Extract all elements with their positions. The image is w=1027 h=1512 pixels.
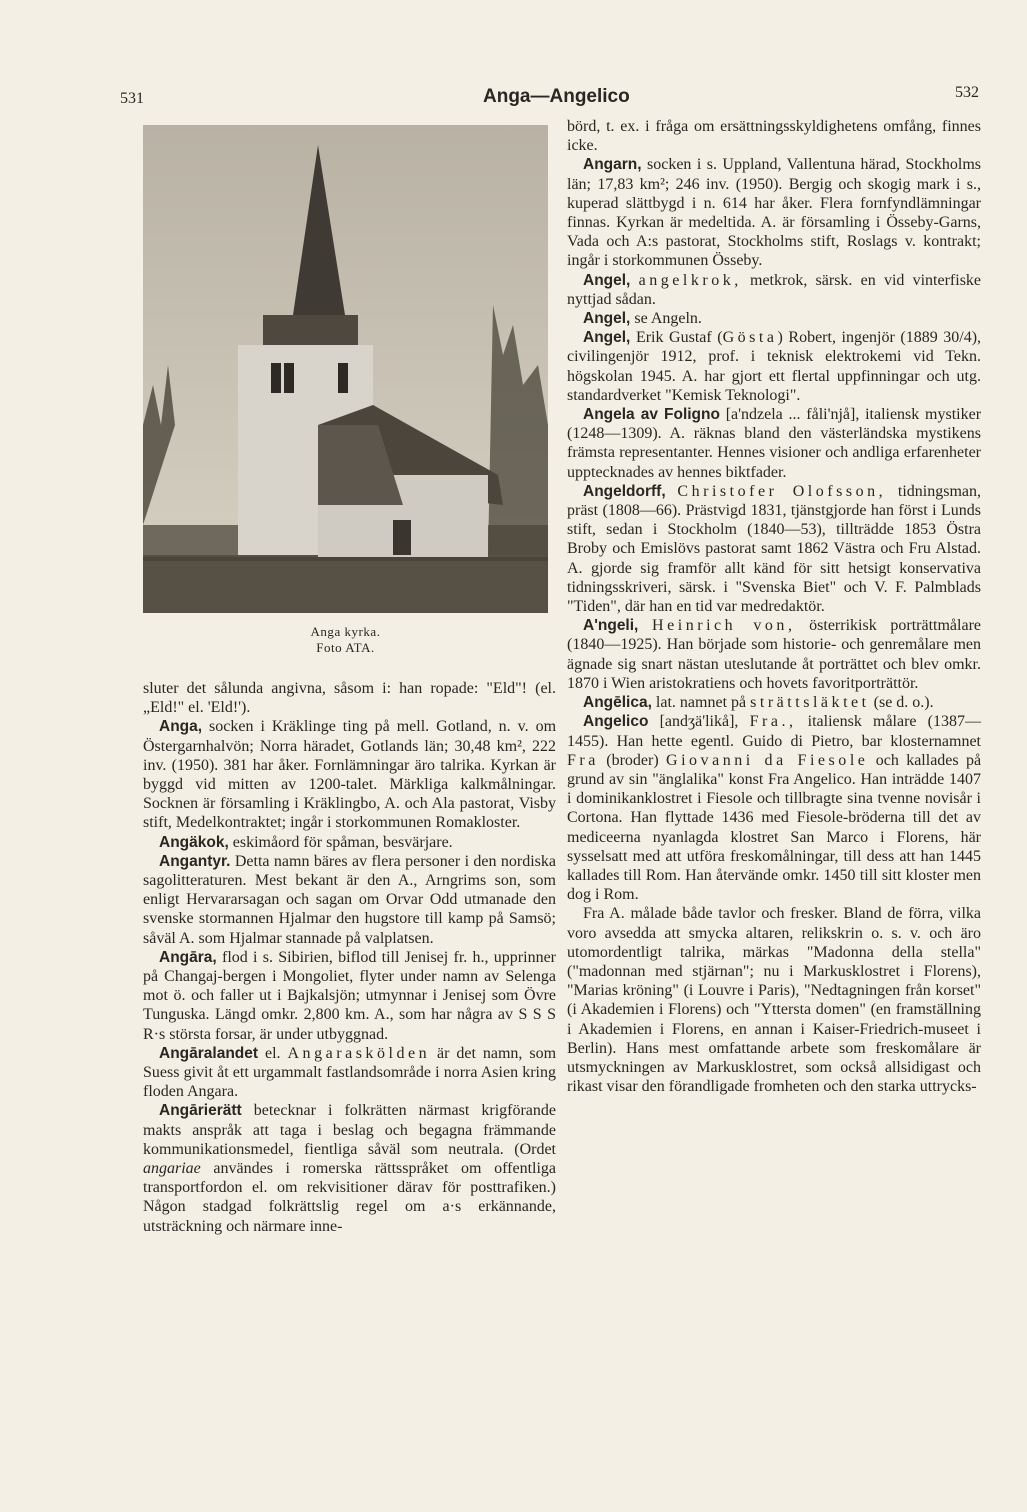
spaced-term: Fra: [567, 751, 599, 769]
church-photo: [143, 125, 548, 613]
spaced-term: Gösta: [722, 329, 778, 347]
entry-angel-2: [567, 309, 981, 328]
continuation-paragraph: sluter det sålunda angivna, såsom i: han ropade: "Eld"! (el. „Eld!" el. 'Eld!').: [143, 680, 556, 717]
entry-angakok: [143, 833, 556, 852]
italic-term: angariae: [143, 1160, 201, 1178]
entry-text: Erik Gustaf (: [635, 329, 723, 347]
entry-text: lat. namnet på: [655, 694, 747, 712]
entry-text: Detta namn bäres av flera personer i den nordiska sagolitteraturen. Mest bekant är den A., Arngrims son, som enligt Hervararsagan och sagan om Orvar Odd utmanade den svenske stormannen Hjalmar den hugstore till kamp på Samsö; såväl A. som Hjalmar stannade på valplatsen.: [143, 852, 557, 947]
headword: Angāra,: [159, 948, 217, 966]
headword: Angel,: [583, 329, 631, 347]
entry-anga: [143, 717, 556, 832]
entry-text: användes i romerska rättsspråket om offentliga transportfordon el. om rekvisitioner därav för posttrafiken.) Någon stadgad folkrättslig regel om a·s erkännande, utsträckning och närmare inne-: [143, 1160, 557, 1235]
entry-text: betecknar i folkrätten närmast krigförande makts anspråk att taga i beslag och begagna främmande kommunikationsmedel, fientliga såväl som neutrala. (Ordet: [143, 1102, 556, 1158]
headword: Angela av Foligno: [583, 406, 720, 424]
entry-angara: [143, 948, 556, 1044]
entry-angel-1: [567, 271, 981, 309]
spaced-term: Giovanni da Fiesole: [666, 751, 869, 769]
entry-angelico: [567, 712, 981, 904]
entry-angela: [567, 405, 981, 482]
spaced-term: Angaraskölden: [287, 1044, 431, 1062]
entry-text: metkrok, särsk. en vid vinterfiske nyttjad sådan.: [567, 271, 982, 308]
entry-angantyr: [143, 852, 556, 948]
headword: Angel,: [583, 271, 631, 289]
headword: Angäkok,: [159, 833, 229, 851]
entry-text: österrikisk porträttmålare (1840—1925). Han började som historie- och genremålare men ägnade sig snart nästan uteslutande åt porträttet och blev omkr. 1870 i Wien aristokratiens och hovets favoritporträttör.: [567, 617, 981, 692]
paragraph-fra-a: Fra A. målade både tavlor och fresker. Bland de förra, vilka voro avsedda att smycka altaren, relikskrin o. s. v. och äro utomordentligt talrika, märkas "Madonna della stella" ("madonnan med stjärnan"; nu i Markusklostret i Florens), "Marias kröning" (i Louvre i Paris), "Nedtagningen från korset" (i Akademien i Florens) och "Yttersta domen" (en framställning i Akademien i Florens, en annan i Kaiser-Friedrich-museet i Berlin). Hans mest omfattande arbete som freskomålare är utsmyckningen av Markusklostret, som också allsidigast och rikast visar den förandligade fromheten och den starka uttrycks-: [567, 905, 981, 1096]
headword: Angeldorff,: [583, 482, 666, 500]
entry-text: (broder): [606, 751, 659, 769]
entry-text: [a'ndzela ... fåli'njå], italiensk mystiker (1248—1309). A. räknas bland den västerländska mystikens främsta representanter. Hennes visioner och andliga erfarenheter upptecknades av hennes biktfader.: [567, 406, 982, 481]
entry-angarn: [567, 155, 981, 270]
entry-text: och kallades på grund av sin "änglalika" konst Fra Angelico. Han inträdde 1407 i dominikanklostret i Fiesole och tillbragte sina tvenne novisår i Cortona. Han flyttade 1436 med Fiesole-bröderna till det av mediceerna nyanlagda klostret San Marco i Florens, här sysselsatt med att utföra freskomålningar, till dess att han 1445 kallades till Rom. Han återvände omkr. 1450 till sitt kloster men dog i Rom.: [567, 751, 982, 904]
spaced-term: angelkrok,: [638, 271, 742, 289]
headword: Angēlica,: [583, 694, 652, 712]
spaced-term: Heinrich von,: [652, 617, 796, 635]
spaced-term: Christofer Olofsson,: [677, 482, 887, 500]
running-title: Anga—Angelico: [483, 86, 630, 107]
photo-caption: [143, 624, 548, 656]
continuation-paragraph: börd, t. ex. i fråga om ersättningsskyldighetens omfång, finnes icke.: [567, 118, 981, 155]
entry-angaralandet: [143, 1044, 556, 1102]
headword: Angarn,: [583, 156, 642, 174]
entry-text: (se d. o.).: [873, 694, 934, 712]
headword: Angel,: [583, 310, 631, 328]
headword: Angāralandet: [159, 1044, 259, 1062]
entry-text: se Angeln.: [634, 310, 702, 328]
entry-text: socken i s. Uppland, Vallentuna härad, Stockholms län; 17,83 km²; 246 inv. (1950). Bergig och skogig mark i s., kuperad slättbygd i n. 614 har åker. Flera fornfyndlämningar finnas. Kyrkan är medeltida. A. är församling i Össeby-Garns, Vada och A:s pastorat, Stockholms stift, Roslags v. kontrakt; ingår i storkommunen Össeby.: [567, 156, 982, 270]
entry-text: tidningsman, präst (1808—66). Prästvigd 1831, tjänstgjorde han först i Lunds stift, sedan i Stockholm (1840—53), tillträdde 1853 Östra Broby och Emislövs pastorat samt 1862 Västra och Fru Alstad. A. gjorde sig framför allt känd för sitt hetsigt konservativa tidningsskriveri, särsk. i "Svenska Biet" och V. F. Palmblads "Tiden", där han en tid var medredaktör.: [567, 482, 982, 616]
headword: A'ngeli,: [583, 617, 639, 635]
entry-text: flod i s. Sibirien, biflod till Jenisej fr. h., upprinner på Changaj-bergen i Mongoliet, flyter under namn av Selenga mot ö. och faller ut i Bajkalsjön; utmynnar i Jenisej som Övre Tunguska. Längd omkr. 2,800 km. A., som har några av S S S R·s största forsar, är under utbyggnad.: [143, 948, 556, 1043]
left-column-text: [143, 679, 556, 1236]
entry-text: socken i Kräklinge ting på mell. Gotland, n. v. om Östergarnhalvön; Norra häradet, Gotlands län; 30,48 km², 222 inv. (1950). 381 har åker. Fornlämningar äro talrika. Kyrkan är byggd vid mitten av 1200-talet. Märkliga kalkmålningar. Socknen är församling i Kräklingbo, A. och Ala pastorat, Visby stift, Medelkontraktet; ingår i storkommunen Romakloster.: [143, 718, 557, 832]
page-number-right: 532: [955, 84, 979, 101]
entry-text: är det namn, som Suess givit åt ett urgammalt fastlandsområde i norra Asien kring floden Angara.: [143, 1044, 557, 1101]
headword: Angārierätt: [159, 1102, 242, 1120]
entry-angarieratt: [143, 1101, 556, 1235]
caption-title: Anga kyrka.: [310, 624, 381, 639]
spaced-term: strättsläktet: [750, 694, 870, 712]
entry-angeli: [567, 616, 981, 693]
entry-angelica: [567, 693, 981, 712]
entry-text: ) Robert, ingenjör (1889 30/4), civilingenjör 1912, prof. i teknisk elektrokemi vid Tekn. högskolan 1945. A. har gjort ett flertal uppfinningar och utg. standardverket "Kemisk Teknologi".: [567, 329, 982, 404]
right-column-text: [567, 117, 981, 1096]
headword: Anga,: [159, 718, 203, 736]
page-number-left: 531: [120, 90, 144, 107]
entry-text: el.: [265, 1044, 281, 1062]
entry-angel-3: [567, 328, 981, 405]
entry-angeldorff: [567, 482, 981, 616]
caption-credit: Foto ATA.: [316, 640, 375, 655]
spaced-term: Fra.,: [749, 713, 797, 731]
headword: Angelico: [583, 713, 649, 731]
entry-text: [andʒä'likå],: [659, 713, 739, 731]
entry-text: italiensk målare (1387—1455). Han hette egentl. Guido di Pietro, bar klosternamnet: [567, 713, 981, 750]
page-header: [0, 84, 1027, 114]
entry-text: eskimåord för spåman, besvärjare.: [232, 833, 453, 851]
headword: Angantyr.: [159, 852, 231, 870]
